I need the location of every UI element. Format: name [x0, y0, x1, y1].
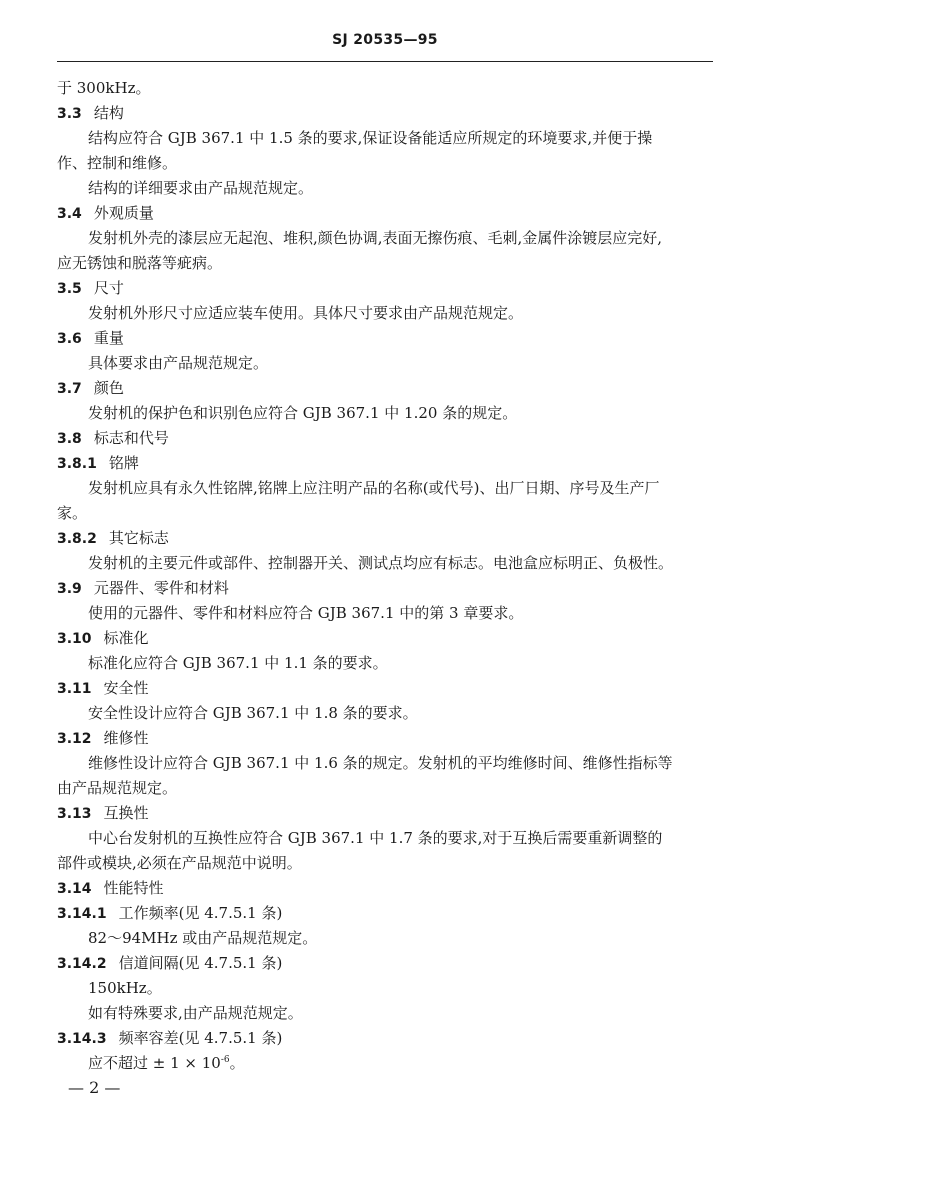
tolerance-text: 应不超过 ± 1 × 10	[88, 1054, 221, 1072]
section-title: 结构	[93, 104, 124, 122]
section-number: 3.10	[57, 631, 92, 647]
paragraph-line: 家。	[57, 504, 88, 522]
section-number: 3.14.3	[57, 1031, 107, 1047]
section-number: 3.14.2	[57, 956, 107, 972]
section-heading	[57, 203, 154, 224]
section-title: 外观质量	[93, 204, 154, 222]
section-title: 频率容差(见 4.7.5.1 条)	[118, 1029, 283, 1047]
section-number: 3.8	[57, 431, 82, 447]
paragraph-line: 发射机的主要元件或部件、控制器开关、测试点均应有标志。电池盒应标明正、负极性。	[88, 554, 674, 572]
paragraph-line: 标准化应符合 GJB 367.1 中 1.1 条的要求。	[88, 654, 388, 672]
paragraph-line: 如有特殊要求,由产品规范规定。	[88, 1004, 303, 1022]
paragraph-line: 中心台发射机的互换性应符合 GJB 367.1 中 1.7 条的要求,对于互换后需要重新调整的	[88, 829, 663, 847]
paragraph-line: 结构的详细要求由产品规范规定。	[88, 179, 314, 197]
section-heading	[57, 728, 149, 749]
paragraph-line: 82～94MHz 或由产品规范规定。	[88, 929, 318, 947]
paragraph-line: 维修性设计应符合 GJB 367.1 中 1.6 条的规定。发射机的平均维修时间、维修性指标等	[88, 754, 673, 772]
section-title: 工作频率(见 4.7.5.1 条)	[118, 904, 283, 922]
section-heading	[57, 803, 149, 824]
section-number: 3.14.1	[57, 906, 107, 922]
section-heading	[57, 428, 169, 449]
section-number: 3.13	[57, 806, 92, 822]
paragraph-line: 安全性设计应符合 GJB 367.1 中 1.8 条的要求。	[88, 704, 418, 722]
section-title: 性能特性	[103, 879, 164, 897]
page-number: — 2 —	[68, 1078, 121, 1097]
section-heading	[57, 878, 164, 899]
paragraph-line: 部件或模块,必须在产品规范中说明。	[57, 854, 302, 872]
section-number: 3.6	[57, 331, 82, 347]
paragraph-line: 结构应符合 GJB 367.1 中 1.5 条的要求,保证设备能适应所规定的环境要求,并便于操	[88, 129, 653, 147]
paragraph-line: 使用的元器件、零件和材料应符合 GJB 367.1 中的第 3 章要求。	[88, 604, 524, 622]
section-title: 颜色	[93, 379, 124, 397]
section-heading	[57, 628, 149, 649]
section-title: 维修性	[103, 729, 149, 747]
section-number: 3.8.1	[57, 456, 97, 472]
section-title: 铭牌	[108, 454, 139, 472]
section-number: 3.9	[57, 581, 82, 597]
section-heading	[57, 378, 124, 399]
paragraph-line: 作、控制和维修。	[57, 154, 178, 172]
section-heading	[57, 103, 124, 124]
section-heading	[57, 903, 282, 924]
section-heading	[57, 1028, 282, 1049]
paragraph-line: 具体要求由产品规范规定。	[88, 354, 269, 372]
section-heading	[57, 678, 149, 699]
header-rule	[57, 61, 713, 62]
section-title: 安全性	[103, 679, 149, 697]
section-heading	[57, 578, 229, 599]
section-number: 3.8.2	[57, 531, 97, 547]
tolerance-tail: 。	[229, 1054, 245, 1072]
paragraph-line: 由产品规范规定。	[57, 779, 178, 797]
paragraph-line: 发射机外壳的漆层应无起泡、堆积,颜色协调,表面无擦伤痕、毛刺,金属件涂镀层应完好,	[88, 229, 663, 247]
section-heading	[57, 453, 139, 474]
paragraph-line: 150kHz。	[88, 979, 162, 997]
section-heading	[57, 278, 124, 299]
section-number: 3.14	[57, 881, 92, 897]
section-number: 3.3	[57, 106, 82, 122]
section-title: 尺寸	[93, 279, 124, 297]
section-title: 元器件、零件和材料	[93, 579, 229, 597]
section-title: 重量	[93, 329, 124, 347]
document-code: SJ 20535—95	[332, 32, 438, 48]
paragraph-line: 于 300kHz。	[57, 79, 151, 97]
exponent: -6	[220, 1055, 230, 1065]
section-number: 3.12	[57, 731, 92, 747]
section-number: 3.4	[57, 206, 82, 222]
section-title: 互换性	[103, 804, 149, 822]
paragraph-line: 发射机外形尺寸应适应装车使用。具体尺寸要求由产品规范规定。	[88, 304, 524, 322]
section-title: 其它标志	[108, 529, 169, 547]
paragraph-line: 应无锈蚀和脱落等疵病。	[57, 254, 223, 272]
section-heading	[57, 328, 124, 349]
section-heading	[57, 953, 282, 974]
section-heading	[57, 528, 169, 549]
paragraph-line	[88, 1053, 245, 1076]
section-number: 3.7	[57, 381, 82, 397]
section-number: 3.5	[57, 281, 82, 297]
section-title: 标准化	[103, 629, 149, 647]
section-title: 标志和代号	[93, 429, 169, 447]
paragraph-line: 发射机应具有永久性铭牌,铭牌上应注明产品的名称(或代号)、出厂日期、序号及生产厂	[88, 479, 660, 497]
section-number: 3.11	[57, 681, 92, 697]
section-title: 信道间隔(见 4.7.5.1 条)	[118, 954, 283, 972]
paragraph-line: 发射机的保护色和识别色应符合 GJB 367.1 中 1.20 条的规定。	[88, 404, 518, 422]
